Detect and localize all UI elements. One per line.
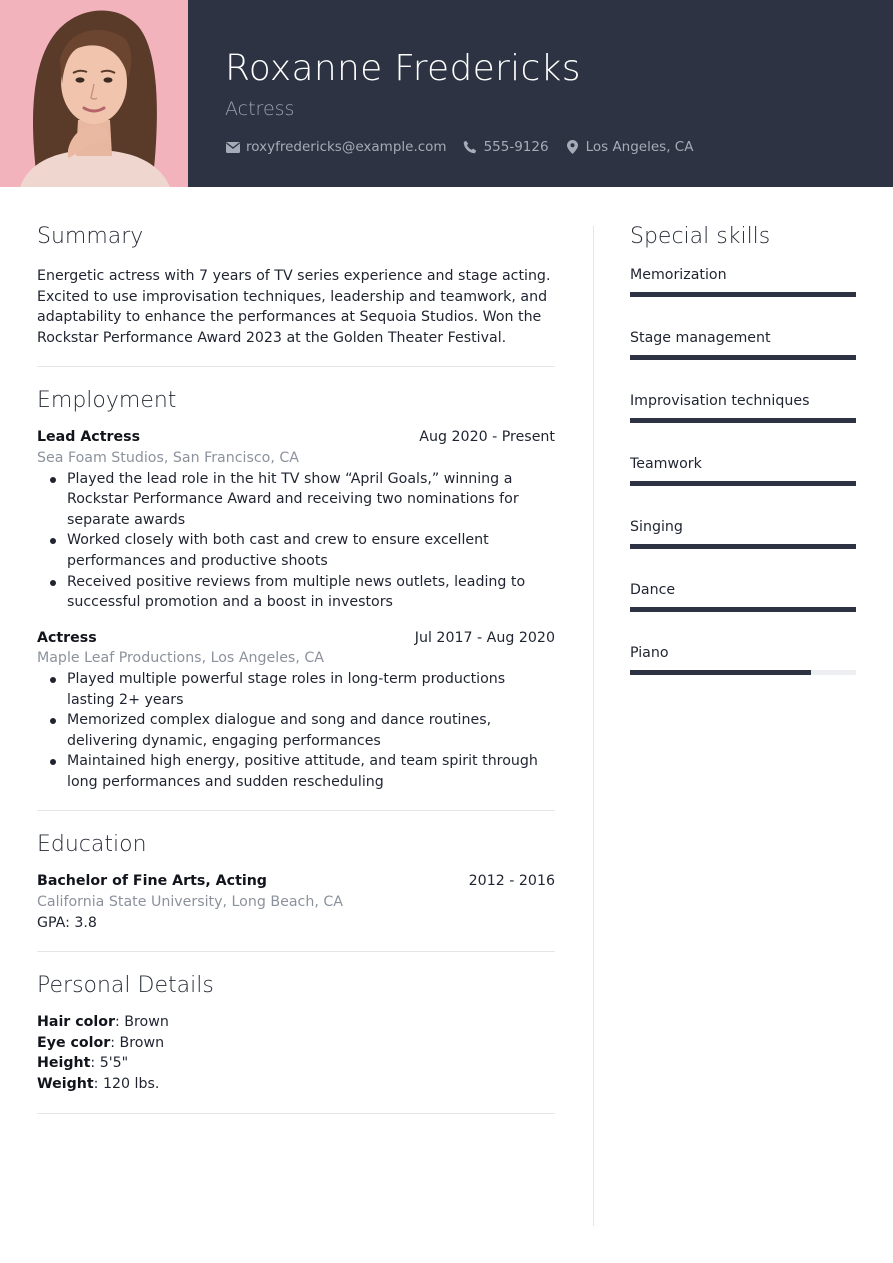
job-company: Maple Leaf Productions, Los Angeles, CA [37, 650, 324, 667]
skill-level-fill [630, 481, 856, 486]
employment-section [37, 388, 555, 792]
detail-row [37, 1053, 555, 1074]
list-item: Maintained high energy, positive attitude, and team spirit through long performances and sudden rescheduling [37, 751, 555, 792]
education-dates: 2012 - 2016 [468, 873, 555, 890]
list-item: Received positive reviews from multiple news outlets, leading to successful promotion and a boost in investors [37, 572, 555, 613]
detail-label: Height [37, 1055, 91, 1072]
skill-level-bar [630, 607, 856, 612]
job-bullets [37, 669, 555, 793]
detail-value: : Brown [110, 1034, 165, 1051]
list-item: Played multiple powerful stage roles in long-term productions lasting 2+ years [37, 669, 555, 710]
job-bullets [37, 469, 555, 613]
detail-value: : 120 lbs. [93, 1076, 160, 1093]
skill-item [630, 265, 856, 297]
job-entry [37, 628, 555, 793]
detail-value: : Brown [115, 1014, 169, 1031]
skill-name: Memorization [630, 267, 727, 283]
contact-location[interactable] [565, 139, 694, 155]
candidate-name: Roxanne Fredericks [225, 48, 581, 89]
contact-row [225, 139, 709, 155]
detail-label: Weight [37, 1076, 94, 1093]
column-divider [593, 226, 594, 1226]
section-divider [37, 951, 555, 952]
list-item: Played the lead role in the hit TV show “April Goals,” winning a Rockstar Performance Award and receiving two nominations for separate awards [37, 469, 555, 531]
envelope-icon [225, 140, 240, 155]
detail-row [37, 1074, 555, 1095]
personal-details-section [37, 973, 555, 1094]
summary-section [37, 224, 555, 348]
summary-text: Energetic actress with 7 years of TV series experience and stage acting. Excited to use improvisation techniques, leadership and teamwork, and adaptability to enhance the performances at Sequoia Studios. Won the Rockstar Performance Award 2023 at the Golden Theater Festival. [37, 268, 551, 346]
skill-level-bar [630, 481, 856, 486]
job-title: Lead Actress [37, 429, 141, 446]
contact-email[interactable] [225, 139, 447, 155]
skill-level-bar [630, 418, 856, 423]
job-company: Sea Foam Studios, San Francisco, CA [37, 449, 299, 466]
education-section [37, 832, 555, 933]
contact-phone[interactable] [463, 139, 549, 155]
candidate-role: Actress [225, 98, 295, 120]
phone-text: 555-9126 [483, 139, 549, 155]
skill-level-fill [630, 607, 856, 612]
job-dates: Aug 2020 - Present [419, 429, 555, 446]
skill-item [630, 328, 856, 360]
job-title: Actress [37, 629, 97, 646]
skill-name: Dance [630, 582, 676, 598]
skill-item [630, 643, 856, 675]
detail-row [37, 1033, 555, 1054]
job-dates: Jul 2017 - Aug 2020 [414, 629, 555, 646]
skill-item [630, 454, 856, 486]
skill-item [630, 580, 856, 612]
profile-photo [0, 0, 188, 187]
section-divider [37, 366, 555, 367]
detail-label: Eye color [37, 1034, 111, 1051]
skill-name: Singing [630, 519, 683, 535]
detail-label: Hair color [37, 1014, 116, 1031]
skill-level-fill [630, 292, 856, 297]
education-heading: Education [37, 832, 147, 858]
skill-level-fill [630, 544, 856, 549]
personal-details-heading: Personal Details [37, 973, 214, 999]
map-pin-icon [565, 140, 580, 155]
list-item: Worked closely with both cast and crew to ensure excellent performances and productive shoots [37, 530, 555, 571]
skill-item [630, 391, 856, 423]
detail-value: : 5'5" [90, 1055, 129, 1072]
skill-level-fill [630, 670, 811, 675]
list-item: Memorized complex dialogue and song and dance routines, delivering dynamic, engaging performances [37, 710, 555, 751]
employment-heading: Employment [37, 388, 177, 414]
skills-heading: Special skills [630, 224, 771, 249]
school-name: California State University, Long Beach, CA [37, 894, 343, 911]
skill-level-bar [630, 670, 856, 675]
phone-icon [463, 140, 478, 155]
skill-level-fill [630, 418, 856, 423]
skill-name: Improvisation techniques [630, 393, 810, 409]
skill-level-bar [630, 544, 856, 549]
skill-name: Teamwork [630, 456, 702, 472]
gpa-text: GPA: 3.8 [37, 914, 97, 931]
skills-column [630, 224, 856, 675]
degree-title: Bachelor of Fine Arts, Acting [37, 873, 267, 890]
skill-level-bar [630, 292, 856, 297]
summary-heading: Summary [37, 224, 144, 249]
skill-name: Stage management [630, 330, 771, 346]
skill-level-bar [630, 355, 856, 360]
section-divider [37, 1113, 555, 1114]
detail-row [37, 1012, 555, 1033]
main-column [37, 224, 555, 1114]
skill-item [630, 517, 856, 549]
location-text: Los Angeles, CA [585, 139, 694, 155]
skill-level-fill [630, 355, 856, 360]
job-entry [37, 427, 555, 612]
section-divider [37, 810, 555, 811]
skill-name: Piano [630, 645, 669, 661]
skills-list [630, 265, 856, 675]
email-text: roxyfredericks@example.com [246, 139, 447, 155]
